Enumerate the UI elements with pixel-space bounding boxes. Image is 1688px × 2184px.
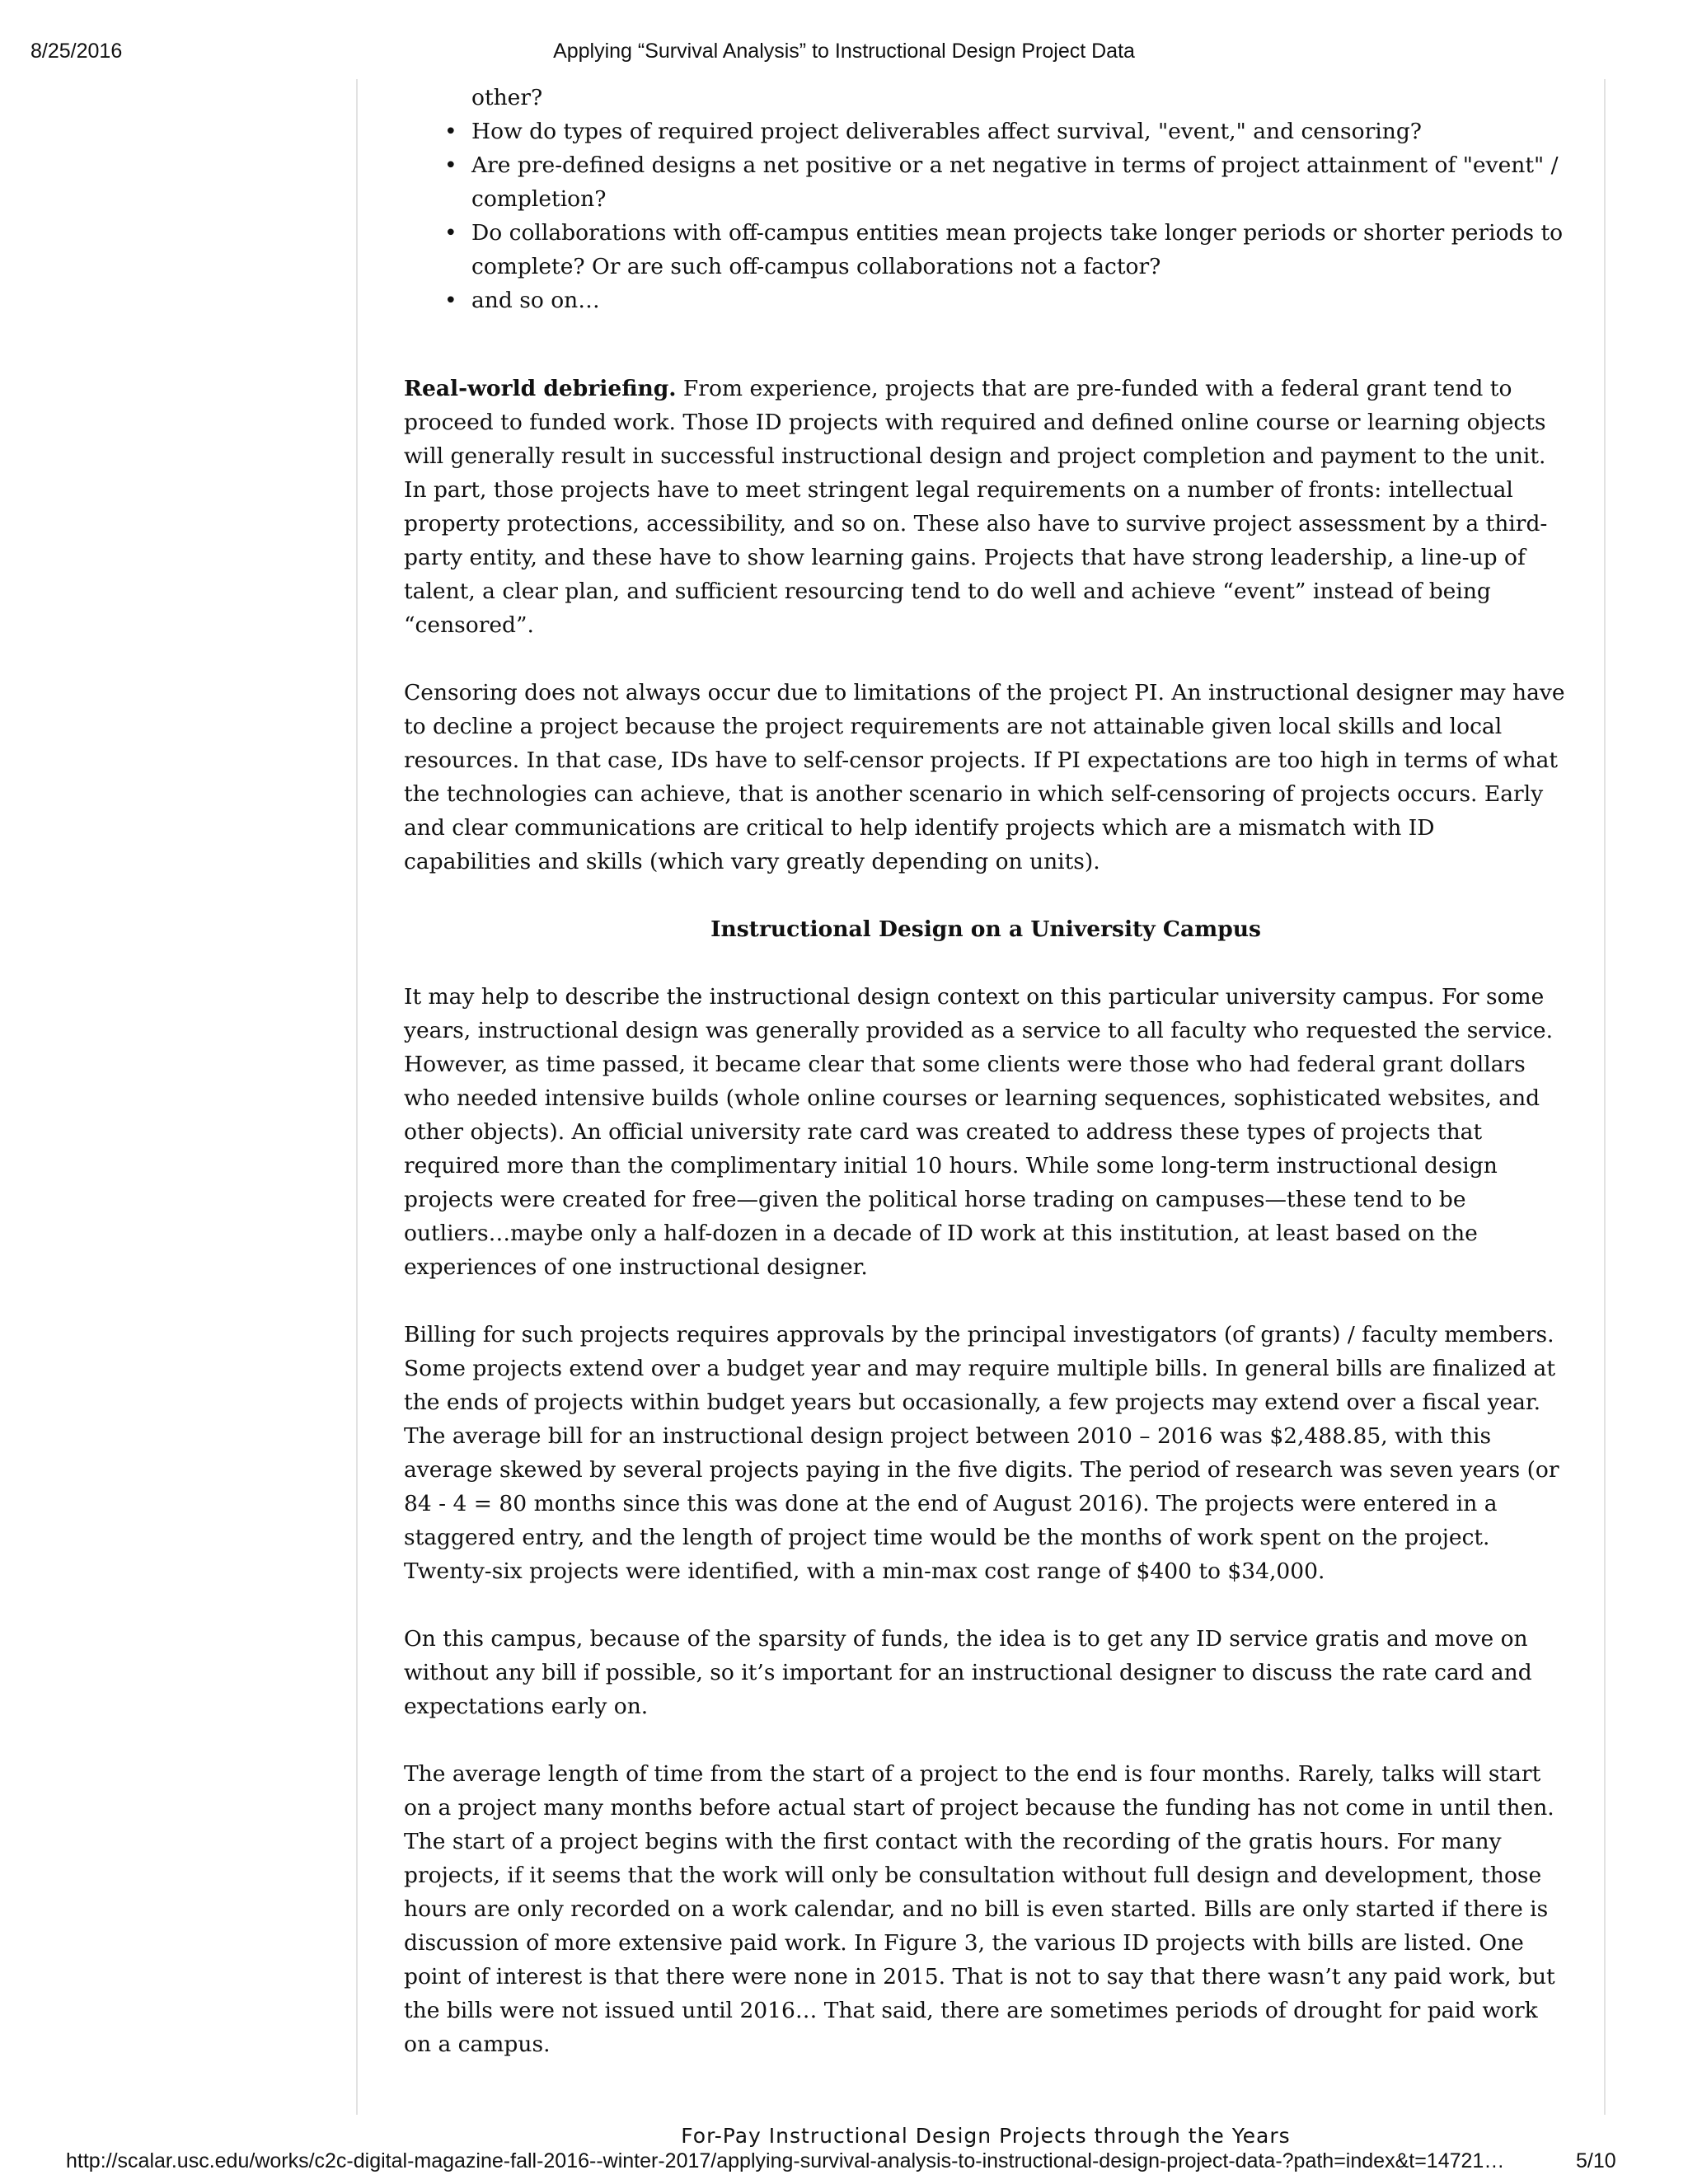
paragraph-timing: The average length of time from the start of a project to the end is four months. Rarely, talks will start on a project many months before actual start of project because the funding has not come in until then. The start of a project begins with the first contact with the recording of the gratis hours. For many projects, if it seems that the work will only be consultation without full design and development, those hours are only recorded on a work calendar, and no bill is even started. Bills are only started if there is discussion of more extensive paid work. In Figure 3, the various ID projects with bills are listed. One point of interest is that there were none in 2015. That is not to say that there wasn’t any paid work, but the bills were not issued until 2016… That said, there are sometimes periods of drought for paid work on a campus. bbox=[404, 1761, 1555, 2057]
debriefing-heading: Real-world debriefing. bbox=[404, 376, 677, 401]
paragraph-censoring: Censoring does not always occur due to limitations of the project PI. An instructional designer may have to decline a project because the project requirements are not attainable given local skills and local resources. In that case, IDs have to self-censor projects. If PI expectations are too high in terms of what the technologies can achieve, that is another scenario in which self-censoring of projects occurs. Early and clear communications are critical to help identify projects which are a mismatch with ID capabilities and skills (which vary greatly depending on units). bbox=[404, 680, 1565, 874]
page-number: 5/10 bbox=[1576, 2149, 1616, 2172]
spacer bbox=[404, 1723, 1568, 1757]
spacer bbox=[404, 642, 1568, 676]
spacer bbox=[404, 317, 1568, 372]
paragraph-funds: On this campus, because of the sparsity of funds, the idea is to get any ID service gratis and move on without any bill if possible, so it’s important for an instructional designer to discuss the rate card and expectations early on. bbox=[404, 1626, 1532, 1719]
debriefing-text: From experience, projects that are pre-funded with a federal grant tend to proceed to funded work. Those ID projects with required and defined online course or learning objects will generally result in successful instructional design and project completion and payment to the unit. In part, those projects have to meet stringent legal requirements on a number of fronts: intellectual property protections, accessibility, and so on. These also have to survive project assessment by a third-party entity, and these have to show learning gains. Projects that have strong leadership, a line-up of talent, a clear plan, and sufficient resourcing tend to do well and achieve “event” instead of being “censored”. bbox=[404, 376, 1548, 638]
page-border-left bbox=[356, 79, 358, 2115]
spacer bbox=[404, 1284, 1568, 1318]
list-item: • How do types of required project deliverables affect survival, "event," and censoring? bbox=[471, 115, 1568, 148]
print-header bbox=[0, 40, 1688, 73]
article-content bbox=[404, 81, 1568, 2153]
spacer bbox=[404, 879, 1568, 912]
paragraph-debriefing bbox=[404, 372, 1568, 642]
list-item: • and so on… bbox=[471, 284, 1568, 317]
question-list bbox=[404, 81, 1568, 317]
spacer bbox=[404, 946, 1568, 980]
figure-caption: For-Pay Instructional Design Projects through the Years bbox=[681, 2124, 1291, 2148]
paragraph-billing: Billing for such projects requires approvals by the principal investigators (of grants) / faculty members. Some projects extend over a budget year and may require multiple bills. In general bills are finalized at the ends of projects within budget years but occasionally, a few projects may extend over a fiscal year. The average bill for an instructional design project between 2010 – 2016 was $2,488.85, with this average skewed by several projects paying in the five digits. The period of research was seven years (or 84 - 4 = 80 months since this was done at the end of August 2016). The projects were entered in a staggered entry, and the length of project time would be the months of work spent on the project. Twenty-six projects were identified, with a min-max cost range of $400 to $34,000. bbox=[404, 1322, 1559, 1584]
list-item: • Are pre-defined designs a net positive or a net negative in terms of project attainment of "event" / completion? bbox=[471, 148, 1568, 216]
list-item: other? bbox=[471, 85, 543, 110]
list-item: • Do collaborations with off-campus entities mean projects take longer periods or shorter periods to complete? Or are such off-campus collaborations not a factor? bbox=[471, 216, 1568, 284]
footer-url: http://scalar.usc.edu/works/c2c-digital-magazine-fall-2016--winter-2017/applying-survival-analysis-to-instructional-design-project-data-?path=index&t=14721… bbox=[66, 2149, 1505, 2172]
print-title: Applying “Survival Analysis” to Instructional Design Project Data bbox=[553, 40, 1135, 63]
paragraph-context: It may help to describe the instructional design context on this particular university campus. For some years, instructional design was generally provided as a service to all faculty who requested the service. However, as time passed, it became clear that some clients were those who had federal grant dollars who needed intensive builds (whole online courses or learning sequences, sophisticated websites, and other objects). An official university rate card was created to address these types of projects that required more than the complimentary initial 10 hours. While some long-term instructional design projects were created for free—given the political horse trading on campuses—these tend to be outliers…maybe only a half-dozen in a decade of ID work at this institution, at least based on the experiences of one instructional designer. bbox=[404, 984, 1554, 1280]
section-heading: Instructional Design on a University Campus bbox=[710, 916, 1261, 942]
print-date: 8/25/2016 bbox=[30, 40, 123, 63]
spacer bbox=[404, 1588, 1568, 1622]
page-border-right bbox=[1604, 79, 1606, 2115]
